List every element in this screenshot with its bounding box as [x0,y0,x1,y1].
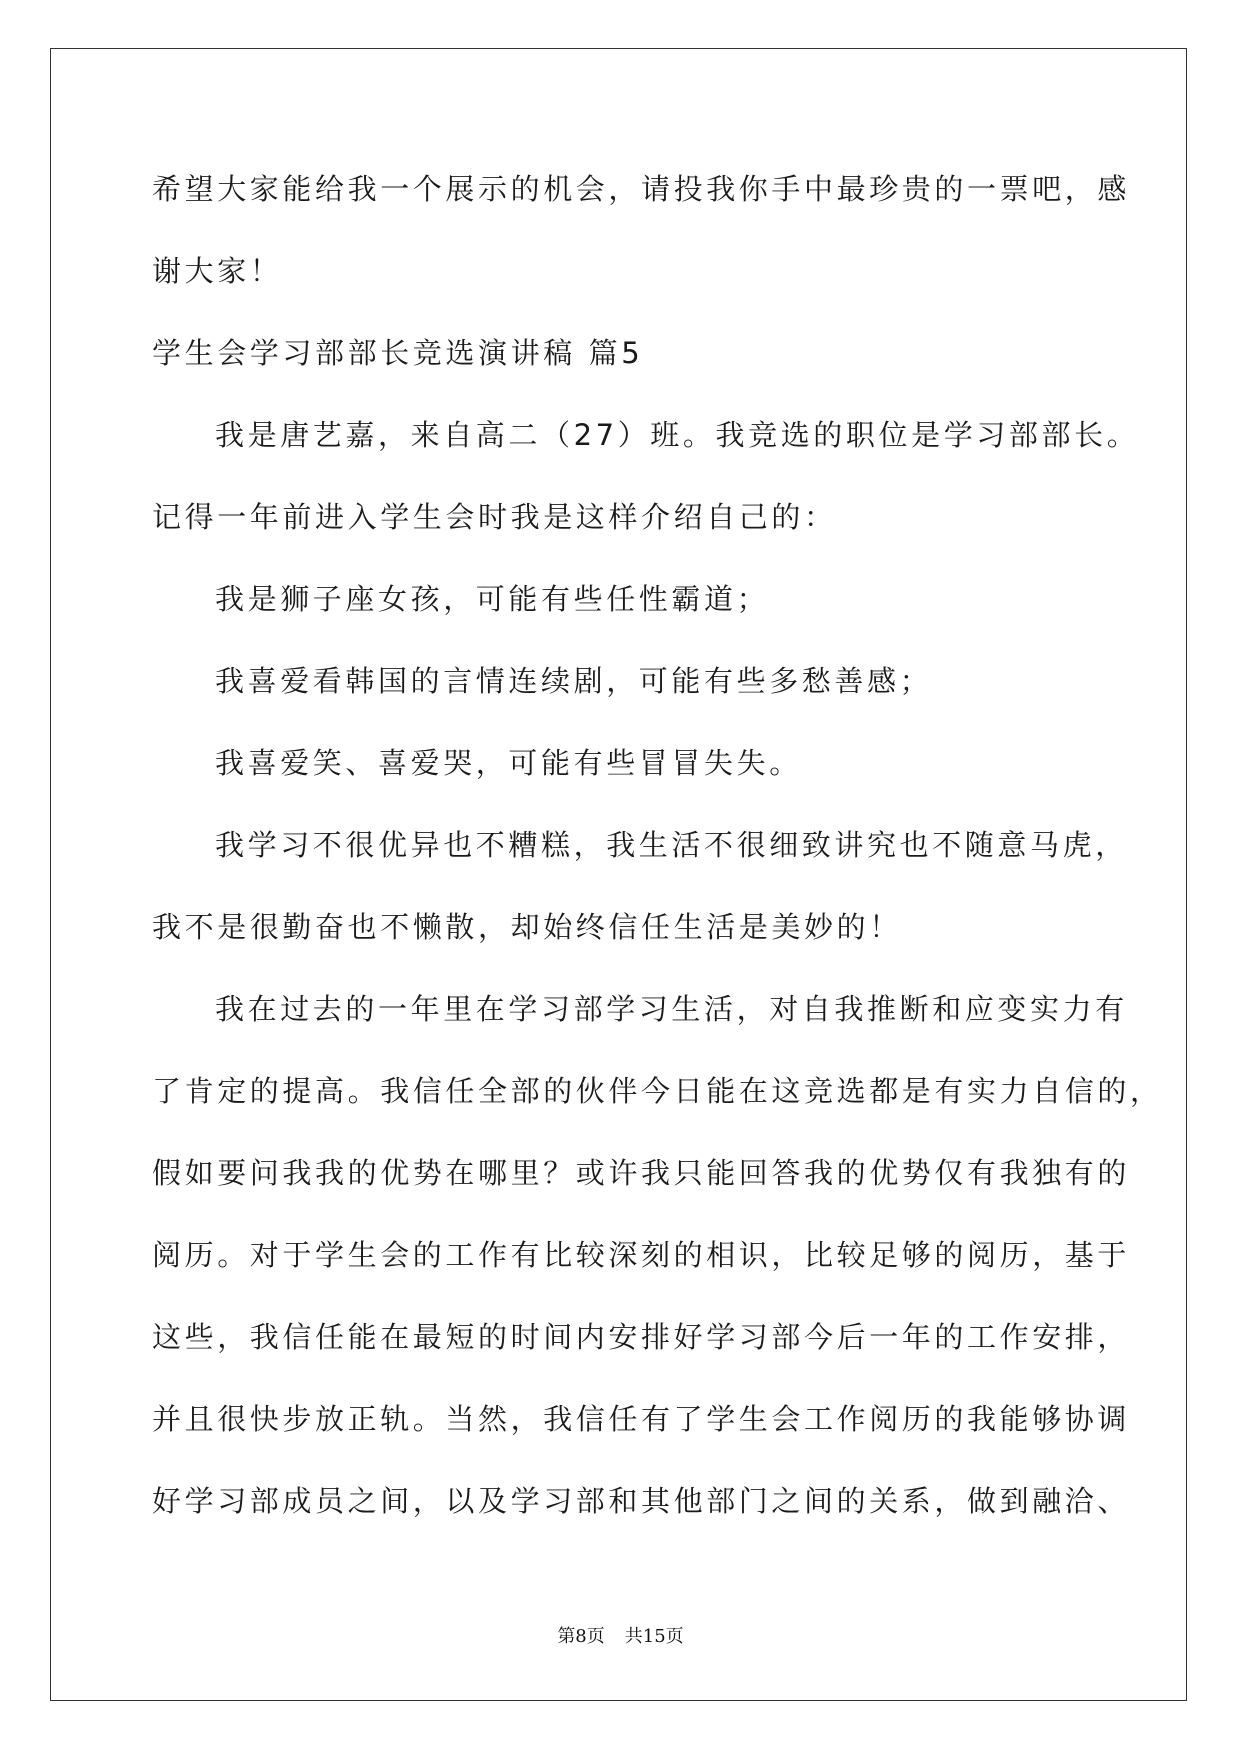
text-line: 希望大家能给我一个展示的机会，请投我你手中最珍贵的一票吧，感 [152,172,1131,206]
text-line: 我不是很勤奋也不懒散，却始终信任生活是美妙的！ [152,910,902,944]
text-line: 我是狮子座女孩，可能有些任性霸道； [215,582,770,616]
text-line: 这些，我信任能在最短的时间内安排好学习部今后一年的工作安排， [152,1320,1131,1354]
text-line: 谢大家！ [152,254,283,288]
text-line: 阅历。对于学生会的工作有比较深刻的相识，比较足够的阅历，基于 [152,1238,1131,1272]
text-line: 好学习部成员之间，以及学习部和其他部门之间的关系，做到融洽、 [152,1484,1131,1518]
current-page-number: 第8页 [557,1626,605,1647]
text-line: 我学习不很优异也不糟糕，我生活不很细致讲究也不随意马虎， [215,828,1128,862]
total-page-count: 共15页 [624,1626,684,1647]
text-line: 并且很快步放正轨。当然，我信任有了学生会工作阅历的我能够协调 [152,1402,1131,1436]
text-line: 我喜爱笑、喜爱哭，可能有些冒冒失失。 [215,746,802,780]
text-line: 记得一年前进入学生会时我是这样介绍自己的： [152,500,837,534]
text-line: 我在过去的一年里在学习部学习生活，对自我推断和应变实力有 [215,992,1128,1026]
section-heading: 学生会学习部部长竞选演讲稿 篇5 [152,336,644,370]
page-footer [0,1622,1241,1648]
document-body [152,160,1163,1554]
text-line: 我是唐艺嘉，来自高二（27）班。我竞选的职位是学习部部长。 [215,418,1140,452]
text-line: 了肯定的提高。我信任全部的伙伴今日能在这竞选都是有实力自信的， [152,1074,1163,1108]
text-line: 假如要问我我的优势在哪里？或许我只能回答我的优势仅有我独有的 [152,1156,1131,1190]
text-line: 我喜爱看韩国的言情连续剧，可能有些多愁善感； [215,664,933,698]
